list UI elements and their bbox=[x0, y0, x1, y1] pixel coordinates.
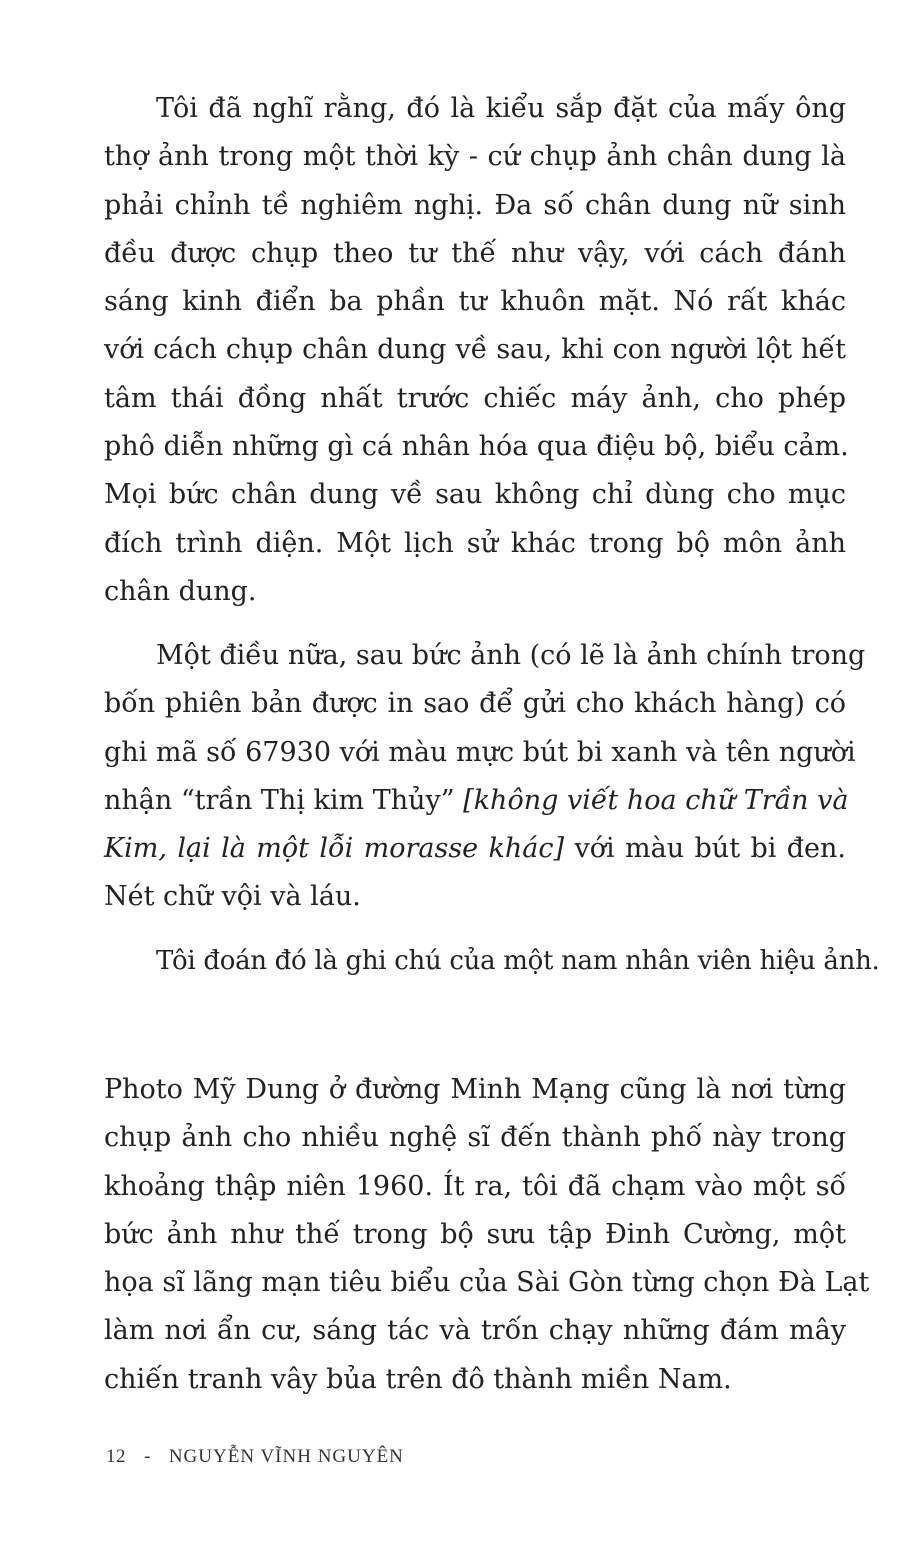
text-line: Nét chữ vội và láu. bbox=[104, 881, 361, 913]
text-line: làm nơi ẩn cư, sáng tác và trốn chạy những đám mây bbox=[104, 1315, 846, 1347]
text-line: với cách chụp chân dung về sau, khi con người lột hết bbox=[104, 334, 846, 366]
text-line bbox=[104, 777, 849, 825]
text-line: sáng kinh điển ba phần tư khuôn mặt. Nó rất khác bbox=[104, 286, 846, 318]
footer-separator: - bbox=[144, 1446, 151, 1467]
text-line: chiến tranh vây bủa trên đô thành miền Nam. bbox=[104, 1363, 732, 1395]
page-footer bbox=[106, 1446, 404, 1468]
text-line bbox=[104, 825, 846, 873]
text-line: họa sĩ lãng mạn tiêu biểu của Sài Gòn từng chọn Đà Lạt bbox=[104, 1267, 870, 1299]
text-line: Photo Mỹ Dung ở đường Minh Mạng cũng là nơi từng bbox=[104, 1074, 846, 1105]
italic-text-run: Kim, lại là một lỗi morasse khác] bbox=[104, 833, 565, 865]
text-line: Một điều nữa, sau bức ảnh (có lẽ là ảnh chính trong bbox=[156, 640, 866, 671]
text-line: thợ ảnh trong một thời kỳ - cứ chụp ảnh chân dung là bbox=[104, 141, 846, 173]
text-run: với màu bút bi đen. bbox=[564, 833, 847, 865]
text-line: bốn phiên bản được in sao để gửi cho khách hàng) có bbox=[104, 688, 846, 720]
text-line: đều được chụp theo tư thế như vậy, với cách đánh bbox=[104, 237, 846, 269]
paragraph-1 bbox=[104, 85, 849, 616]
author-name: NGUYỄN VĨNH NGUYÊN bbox=[168, 1446, 404, 1467]
text-run: nhận “trần Thị kim Thủy” bbox=[104, 784, 464, 816]
text-line: ghi mã số 67930 với màu mực bút bi xanh và tên người bbox=[104, 736, 856, 768]
text-line: Tôi đã nghĩ rằng, đó là kiểu sắp đặt của mấy ông bbox=[156, 93, 846, 124]
paragraph-3 bbox=[104, 937, 880, 985]
text-line: bức ảnh như thế trong bộ sưu tập Đinh Cường, một bbox=[104, 1218, 846, 1250]
text-line: đích trình diện. Một lịch sử khác trong bộ môn ảnh bbox=[104, 527, 846, 559]
page-number: 12 bbox=[106, 1446, 126, 1467]
text-line: phải chỉnh tề nghiêm nghị. Đa số chân dung nữ sinh bbox=[104, 189, 846, 221]
text-line: khoảng thập niên 1960. Ít ra, tôi đã chạm vào một số bbox=[104, 1170, 846, 1202]
text-line: chụp ảnh cho nhiều nghệ sĩ đến thành phố này trong bbox=[104, 1122, 846, 1154]
text-line: Tôi đoán đó là ghi chú của một nam nhân viên hiệu ảnh. bbox=[156, 946, 880, 976]
text-line: phô diễn những gì cá nhân hóa qua điệu bộ, biểu cảm. bbox=[104, 431, 849, 463]
text-line: tâm thái đồng nhất trước chiếc máy ảnh, cho phép bbox=[104, 382, 846, 414]
paragraph-2 bbox=[104, 632, 866, 922]
text-line: chân dung. bbox=[104, 575, 257, 607]
text-line: Mọi bức chân dung về sau không chỉ dùng cho mục bbox=[104, 479, 846, 511]
italic-text-run: [không viết hoa chữ Trần và bbox=[463, 784, 849, 816]
paragraph-4 bbox=[104, 1066, 870, 1404]
